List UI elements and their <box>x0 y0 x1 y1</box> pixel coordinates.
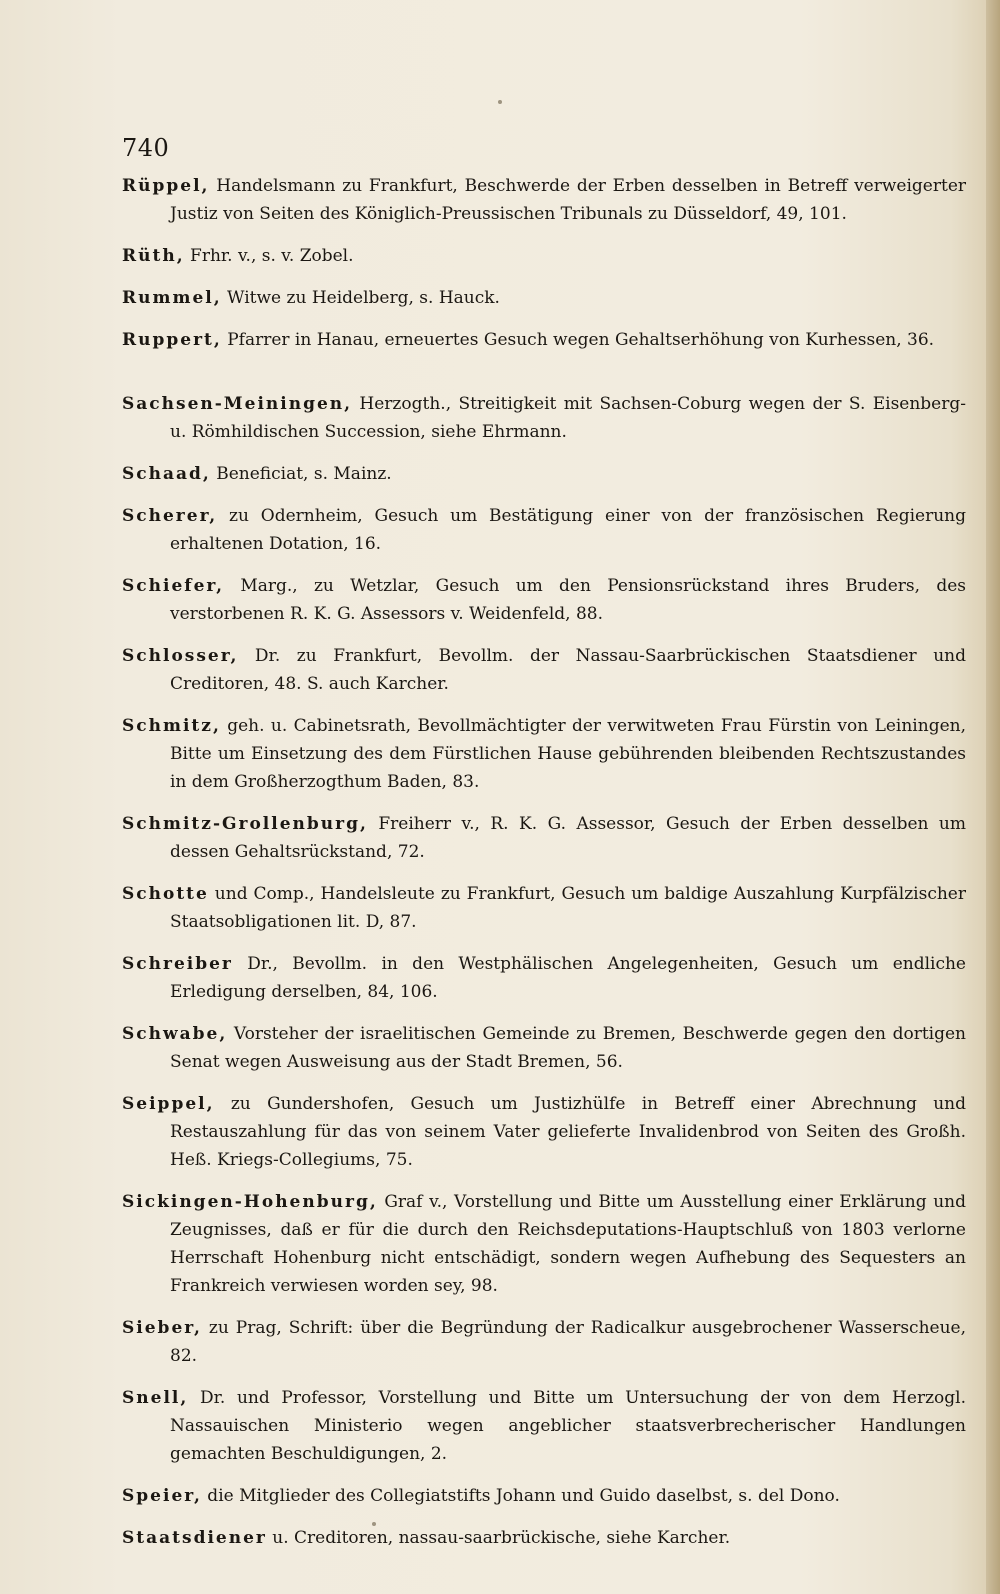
index-entry <box>122 326 966 354</box>
entry-text: Vorsteher der israelitischen Gemeinde zu Bremen, Beschwerde gegen den dortigen Senat wegen Ausweisung aus der Stadt Bremen, 56. <box>170 1024 966 1072</box>
index-entry <box>122 950 966 1006</box>
entry-keyword: Sickingen-Hohenburg, <box>122 1192 378 1212</box>
entry-text: Dr. und Professor, Vorstellung und Bitte um Untersuchung der von dem Herzogl. Nassauischen Ministerio wegen angeblicher staatsverbrecherischer Handlungen gemachten Beschuldigungen, 2. <box>170 1388 966 1464</box>
index-block-s <box>122 390 966 1552</box>
entry-text: Herzogth., Streitigkeit mit Sachsen-Coburg wegen der S. Eisenberg- u. Römhildischen Succession, siehe Ehrmann. <box>170 394 966 442</box>
index-entry <box>122 1482 966 1510</box>
entry-keyword: Schreiber <box>122 954 233 974</box>
entry-text: zu Prag, Schrift: über die Begründung der Radicalkur ausgebrochener Wasserscheue, 82. <box>170 1318 966 1366</box>
index-entry <box>122 1188 966 1300</box>
entry-text: Witwe zu Heidelberg, s. Hauck. <box>221 288 500 308</box>
index-entry <box>122 1314 966 1370</box>
entry-text: Beneficiat, s. Mainz. <box>210 464 392 484</box>
entry-keyword: Ruppert, <box>122 330 222 350</box>
entry-keyword: Scherer, <box>122 506 218 526</box>
entry-text: Marg., zu Wetzlar, Gesuch um den Pensionsrückstand ihres Bruders, des verstorbenen R. K. G. Assessors v. Weidenfeld, 88. <box>170 576 966 624</box>
index-entry <box>122 242 966 270</box>
entry-keyword: Sachsen-Meiningen, <box>122 394 353 414</box>
entry-keyword: Rüppel, <box>122 176 210 196</box>
entry-keyword: Schmitz-Grollenburg, <box>122 814 368 834</box>
entry-text: Pfarrer in Hanau, erneuertes Gesuch wegen Gehaltserhöhung von Kurhessen, 36. <box>221 330 935 350</box>
entry-text: u. Creditoren, nassau-saarbrückische, siehe Karcher. <box>266 1528 731 1548</box>
entry-keyword: Speier, <box>122 1486 202 1506</box>
entry-text: Dr., Bevollm. in den Westphälischen Angelegenheiten, Gesuch um endliche Erledigung derselben, 84, 106. <box>170 954 966 1002</box>
entry-keyword: Schwabe, <box>122 1024 228 1044</box>
paper-speck <box>372 1522 376 1526</box>
index-entry <box>122 1020 966 1076</box>
index-entry <box>122 1524 966 1552</box>
entry-text: Dr. zu Frankfurt, Bevollm. der Nassau-Saarbrückischen Staatsdiener und Creditoren, 48. S. auch Karcher. <box>170 646 966 694</box>
index-entry <box>122 172 966 228</box>
index-entry <box>122 572 966 628</box>
entry-keyword: Seippel, <box>122 1094 215 1114</box>
entry-text: Freiherr v., R. K. G. Assessor, Gesuch der Erben desselben um dessen Gehaltsrückstand, 72. <box>170 814 966 862</box>
index-entry <box>122 390 966 446</box>
entry-keyword: Schaad, <box>122 464 211 484</box>
index-entry <box>122 642 966 698</box>
entry-text: geh. u. Cabinetsrath, Bevollmächtigter der verwitweten Frau Fürstin von Leiningen, Bitte um Einsetzung des dem Fürstlichen Hause gebührenden bleibenden Rechtszustandes in dem Großherzogthum Baden, 83. <box>170 716 966 792</box>
index-entry <box>122 1090 966 1174</box>
entry-keyword: Staatsdiener <box>122 1528 267 1548</box>
entry-keyword: Schotte <box>122 884 209 904</box>
page-edge <box>986 0 1000 1594</box>
entry-text: die Mitglieder des Collegiatstifts Johann und Guido daselbst, s. del Dono. <box>201 1486 840 1506</box>
index-entry <box>122 1384 966 1468</box>
entry-text: und Comp., Handelsleute zu Frankfurt, Gesuch um baldige Auszahlung Kurpfälzischer Staatsobligationen lit. D, 87. <box>170 884 966 932</box>
index-entry <box>122 460 966 488</box>
entry-text: Frhr. v., s. v. Zobel. <box>184 246 354 266</box>
index-entry <box>122 810 966 866</box>
entry-keyword: Schlosser, <box>122 646 239 666</box>
paper-speck <box>498 100 502 104</box>
index-entry <box>122 712 966 796</box>
entry-text: Graf v., Vorstellung und Bitte um Ausstellung einer Erklärung und Zeugnisses, daß er für die durch den Reichsdeputations-Hauptschluß von 1803 verlorne Herrschaft Hohenburg nicht entschädigt, sondern wegen Aufhebung des Sequesters an Frankreich verwiesen worden sey, 98. <box>170 1192 966 1296</box>
entry-text: zu Gundershofen, Gesuch um Justizhülfe in Betreff einer Abrechnung und Restauszahlung für das von seinem Vater gelieferte Invalidenbrod von Seiten des Großh. Heß. Kriegs-Collegiums, 75. <box>170 1094 966 1170</box>
entry-keyword: Snell, <box>122 1388 189 1408</box>
index-entries <box>122 172 966 1566</box>
entry-keyword: Sieber, <box>122 1318 202 1338</box>
section-gap <box>122 368 966 390</box>
entry-text: Handelsmann zu Frankfurt, Beschwerde der Erben desselben in Betreff verweigerter Justiz von Seiten des Königlich-Preussischen Tribunals zu Düsseldorf, 49, 101. <box>170 176 966 224</box>
entry-keyword: Schmitz, <box>122 716 221 736</box>
index-entry <box>122 284 966 312</box>
index-entry <box>122 502 966 558</box>
page-number: 740 <box>122 134 170 162</box>
index-entry <box>122 880 966 936</box>
entry-keyword: Rüth, <box>122 246 185 266</box>
index-block-r <box>122 172 966 354</box>
entry-keyword: Rummel, <box>122 288 222 308</box>
entry-keyword: Schiefer, <box>122 576 225 596</box>
entry-text: zu Odernheim, Gesuch um Bestätigung einer von der französischen Regierung erhaltenen Dotation, 16. <box>170 506 966 554</box>
